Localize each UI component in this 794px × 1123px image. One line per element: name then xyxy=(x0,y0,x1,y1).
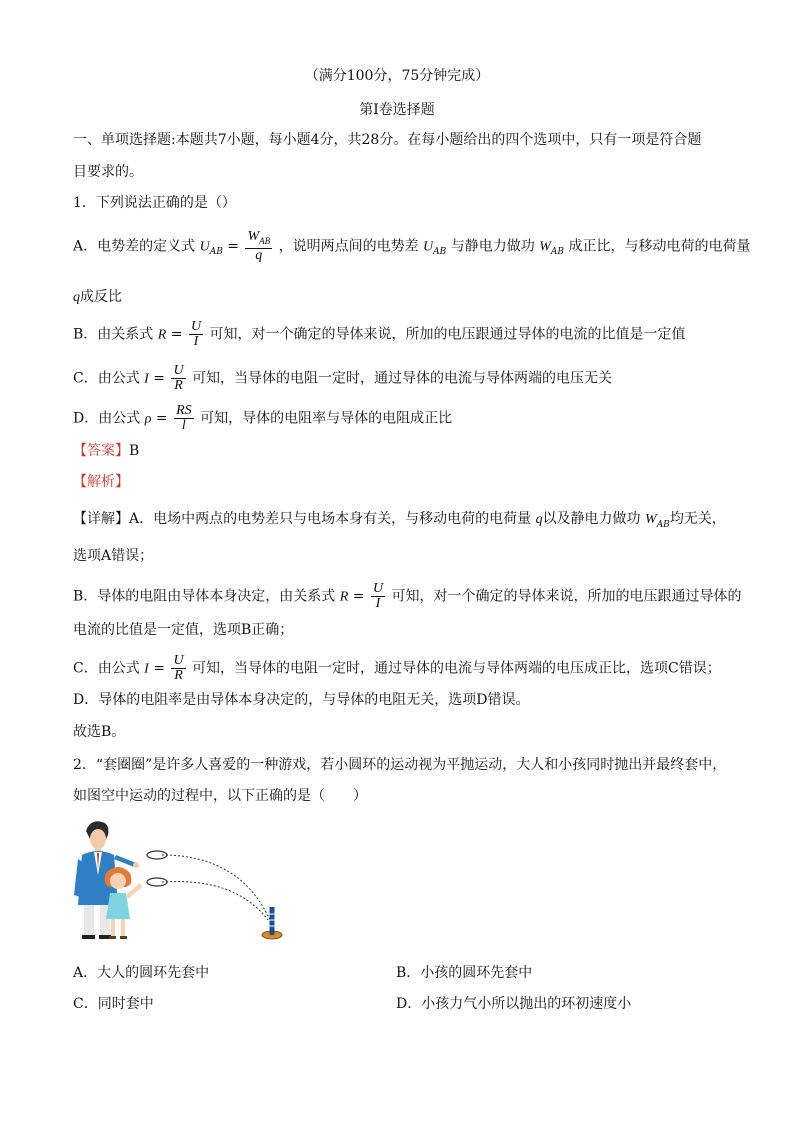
q1-analysis-label: 【解析】 xyxy=(73,474,129,490)
fraction-u-over-r-exp: $\frac{U}{R}$ xyxy=(173,653,184,683)
q1-option-d: D．由公式 ρ = $\frac{RS}{l}$ 可知，导体的电阻率与导体的电阻成正比 xyxy=(73,403,453,433)
fraction-u-over-r: $\frac{U}{R}$ xyxy=(173,363,184,393)
q1-option-a: A．电势差的定义式 $U_{AB}$ = $\frac{W_{AB}}{q}$ ，说明两点间的电势差 $U_{AB}$ 与静电力做功 $W_{AB}$ 成正比，与移动电荷的电荷量 xyxy=(73,229,751,263)
exam-info: （满分100分，75分钟完成） xyxy=(304,68,490,84)
child-figure-icon xyxy=(105,867,142,939)
ring-toss-illustration xyxy=(70,815,300,945)
q1-explanation-b-continued: 电流的比值是一定值，选项B正确； xyxy=(73,622,294,638)
q2-option-d: D．小孩力气小所以抛出的环初速度小 xyxy=(396,996,632,1012)
q2-stem-line-1: 2．“套圈圈”是许多人喜爱的一种游戏，若小圆环的运动视为平抛运动，大人和小孩同时抛出并最终套中， xyxy=(73,757,727,773)
q1-option-a-continued: q成反比 xyxy=(73,289,122,305)
child-ring-trajectory xyxy=(162,881,268,920)
q1-stem: 1．下列说法正确的是（） xyxy=(73,195,236,211)
q1-explanation-a-continued: 选项A错误； xyxy=(73,548,154,564)
adult-ring-trajectory xyxy=(162,855,270,920)
q1-answer: 【答案】B xyxy=(73,443,140,459)
q2-option-c: C．同时套中 xyxy=(73,996,154,1012)
fraction-u-over-i-exp: $\frac{U}{I}$ xyxy=(372,581,384,611)
q2-option-a: A．大人的圆环先套中 xyxy=(73,965,210,981)
part-instructions-line-2: 目要求的。 xyxy=(73,164,143,180)
target-post-icon xyxy=(262,907,282,939)
fraction-rs-over-l: $\frac{RS}{l}$ xyxy=(176,403,192,433)
fraction-w-over-q: $\frac{W_{AB}}{q}$ xyxy=(247,229,271,263)
q1-explanation-d: D．导体的电阻率是由导体本身决定的，与导体的电阻无关，选项D错误。 xyxy=(73,692,530,708)
q1-conclusion: 故选B。 xyxy=(73,724,126,740)
section-title: 第Ⅰ卷选择题 xyxy=(359,102,435,118)
q2-stem-line-2: 如图空中运动的过程中，以下正确的是（ ） xyxy=(73,788,367,804)
q1-explanation-a: 【详解】A．电场中两点的电势差只与电场本身有关，与移动电荷的电荷量 q以及静电力做功 $W_{AB}$均无关， xyxy=(73,511,726,530)
q1-option-b: B．由关系式 R = $\frac{U}{I}$ 可知，对一个确定的导体来说，所加的电压跟通过导体的电流的比值是一定值 xyxy=(73,319,686,349)
fraction-u-over-i: $\frac{U}{I}$ xyxy=(190,319,202,349)
q1-explanation-c: C．由公式 I = $\frac{U}{R}$ 可知，当导体的电阻一定时，通过导体的电流与导体两端的电压成正比，选项C错误； xyxy=(73,653,721,683)
q2-option-b: B．小孩的圆环先套中 xyxy=(396,965,533,981)
q1-explanation-b: B．导体的电阻由导体本身决定，由关系式 R = $\frac{U}{I}$ 可知，对一个确定的导体来说，所加的电压跟通过导体的 xyxy=(73,581,742,611)
part-instructions-line-1: 一、单项选择题:本题共7小题，每小题4分，共28分。在每小题给出的四个选项中，只有一项是符合题 xyxy=(73,132,702,148)
q1-option-c: C．由公式 I = $\frac{U}{R}$ 可知，当导体的电阻一定时，通过导体的电流与导体两端的电压无关 xyxy=(73,363,613,393)
